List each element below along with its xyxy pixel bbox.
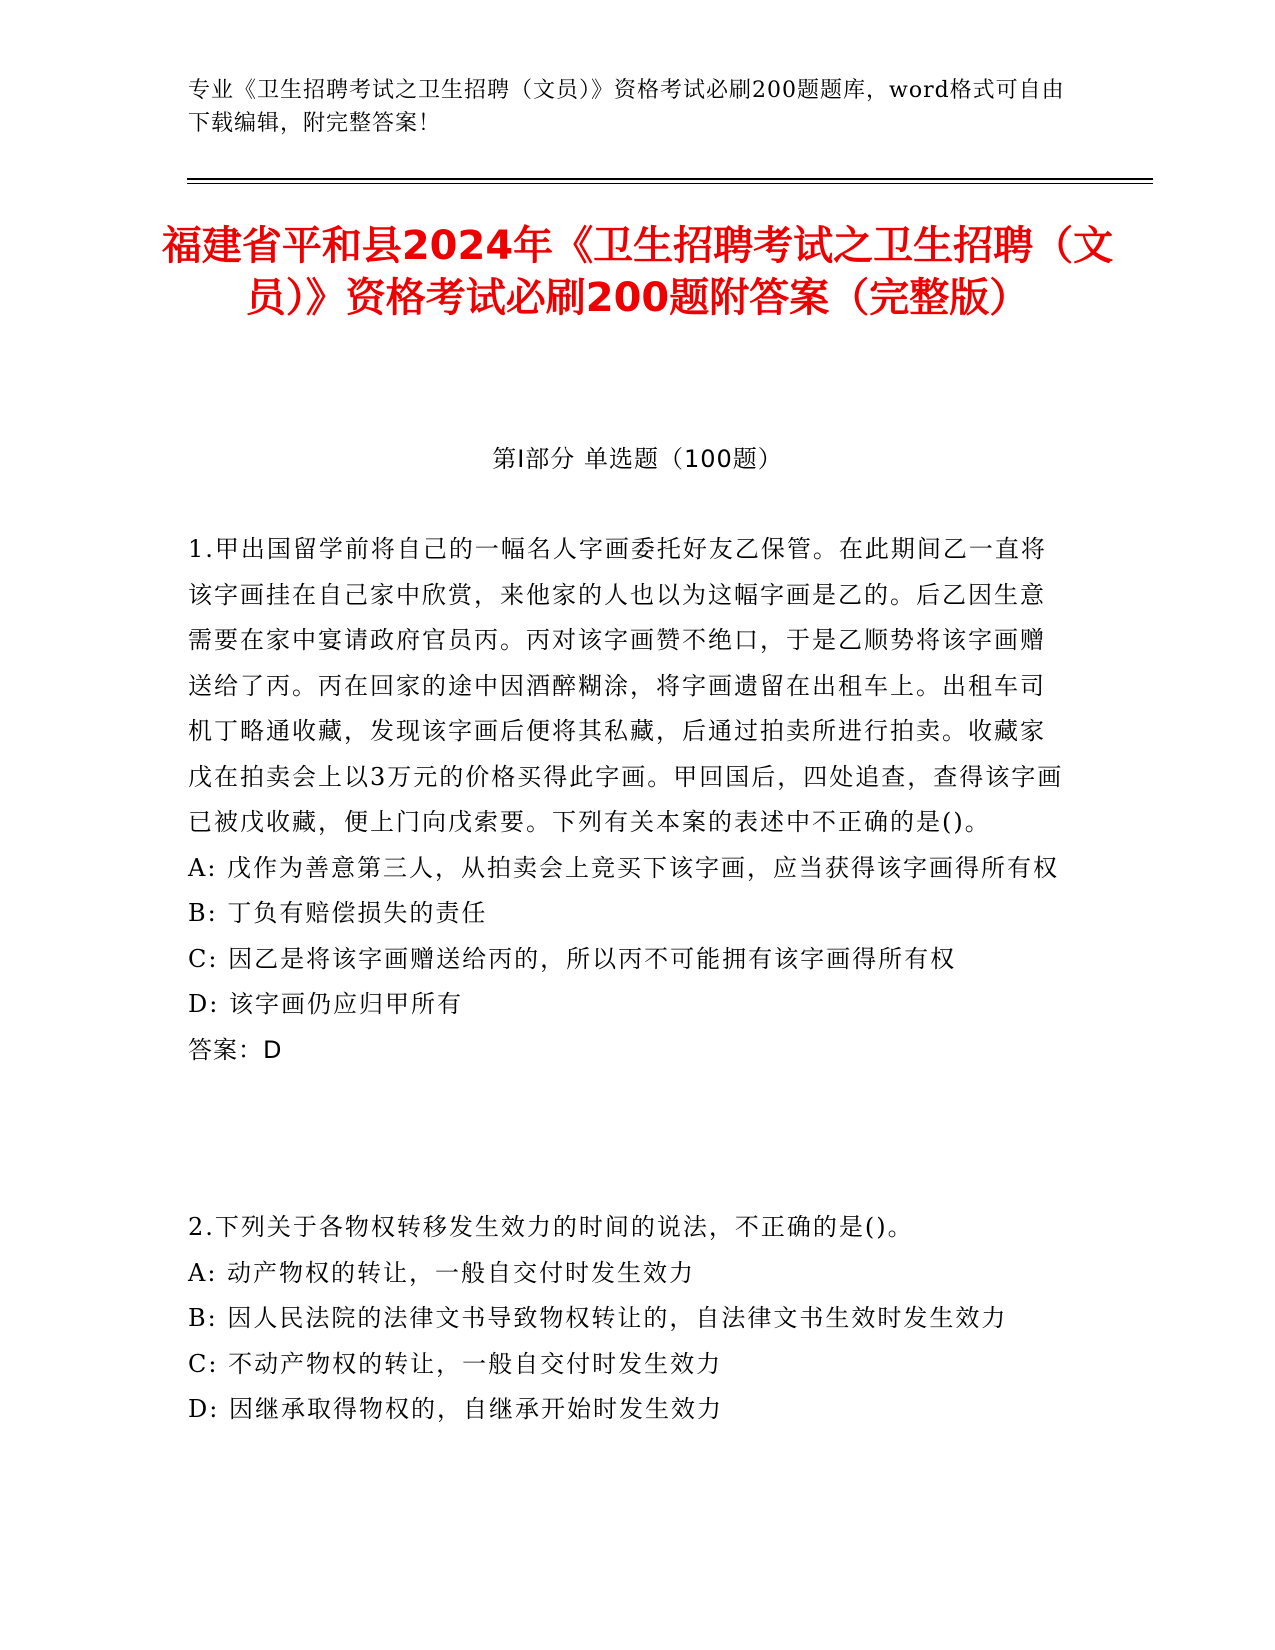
header-note: 专业《卫生招聘考试之卫生招聘（文员）》资格考试必刷200题题库，word格式可自由下载编辑，附完整答案！ (188, 78, 1065, 136)
option-b: B: 丁负有赔偿损失的责任 (188, 899, 488, 927)
option-d: D: 因继承取得物权的，自继承开始时发生效力 (188, 1395, 723, 1423)
option-c: C: 因乙是将该字画赠送给丙的，所以丙不可能拥有该字画得所有权 (188, 944, 957, 973)
option-a: A: 戊作为善意第三人，从拍卖会上竞买下该字画，应当获得该字画得所有权 (188, 853, 1060, 882)
question-1 (188, 527, 1068, 1073)
document-title: 福建省平和县2024年《卫生招聘考试之卫生招聘（文员）》资格考试必刷200题附答案（完整版） (161, 223, 1114, 321)
question-2 (188, 1205, 1068, 1433)
question-stem: 1.甲出国留学前将自己的一幅名人字画委托好友乙保管。在此期间乙一直将该字画挂在自己家中欣赏，来他家的人也以为这幅字画是乙的。后乙因生意需要在家中宴请政府官员丙。丙对该字画赞不绝口，于是乙顺势将该字画赠送给了丙。丙在回家的途中因酒醉糊涂，将字画遗留在出租车上。出租车司机丁略通收藏，发现该字画后便将其私藏，后通过拍卖所进行拍卖。收藏家戊在拍卖会上以3万元的价格买得此字画。甲回国后，四处追查，查得该字画已被戊收藏，便上门向戊索要。下列有关本案的表述中不正确的是()。 (188, 535, 1064, 836)
header-divider-thin (187, 183, 1153, 184)
option-a: A: 动产物权的转让，一般自交付时发生效力 (188, 1258, 696, 1287)
question-stem: 2.下列关于各物权转移发生效力的时间的说法，不正确的是()。 (188, 1213, 914, 1241)
section-title: 第Ⅰ部分 单选题（100题） (492, 445, 783, 473)
option-d: D: 该字画仍应归甲所有 (188, 990, 463, 1018)
header-divider-thick (187, 178, 1153, 180)
answer-line: 答案：D (188, 1035, 283, 1064)
option-b: B: 因人民法院的法律文书导致物权转让的，自法律文书生效时发生效力 (188, 1304, 1008, 1332)
option-c: C: 不动产物权的转让，一般自交付时发生效力 (188, 1349, 723, 1378)
